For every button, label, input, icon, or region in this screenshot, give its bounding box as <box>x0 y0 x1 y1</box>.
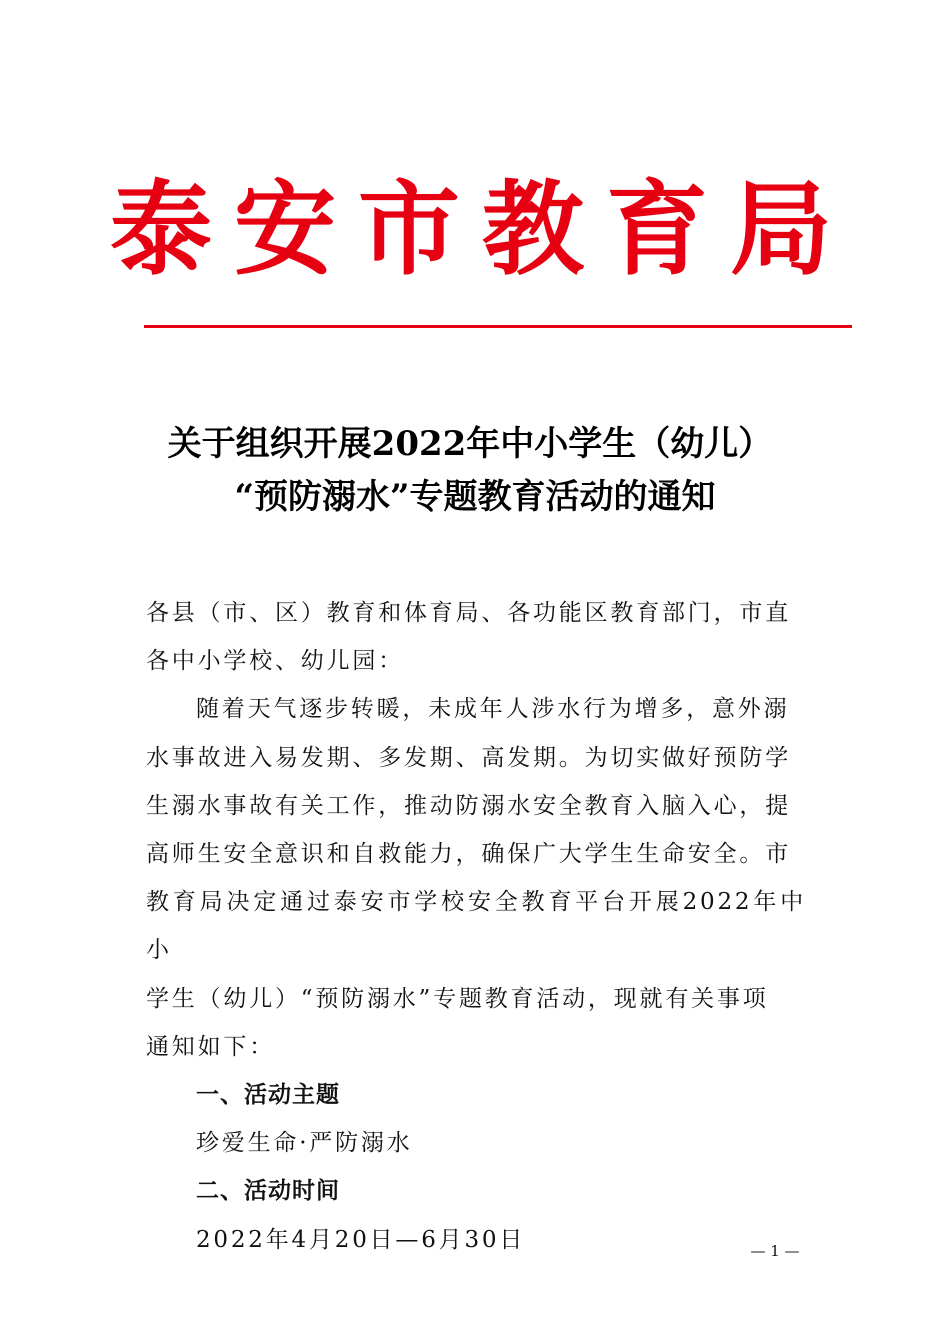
paragraph-line: 学生（幼儿）“预防溺水”专题教育活动，现就有关事项 <box>146 985 769 1012</box>
document-title-line-1: 关于组织开展2022年中小学生（幼儿） <box>167 424 773 464</box>
paragraph-line: 教育局决定通过泰安市学校安全教育平台开展2022年中小 <box>146 889 806 964</box>
paragraph-line: 水事故进入易发期、多发期、高发期。为切实做好预防学 <box>146 744 791 771</box>
salutation-line-2: 各中小学校、幼儿园： <box>146 648 404 675</box>
section-heading-time: 二、活动时间 <box>196 1178 340 1205</box>
paragraph-line: 随着天气逐步转暖，未成年人涉水行为增多，意外溺 <box>196 696 790 723</box>
paragraph-line: 高师生安全意识和自救能力，确保广大学生生命安全。市 <box>146 841 791 868</box>
paragraph-line: 生溺水事故有关工作，推动防溺水安全教育入脑入心，提 <box>146 792 791 819</box>
issuer-masthead: 泰安市教育局 <box>110 170 854 290</box>
red-divider-line <box>144 325 852 328</box>
page-number: — 1 — <box>750 1242 800 1260</box>
section-heading-theme: 一、活动主题 <box>196 1082 340 1109</box>
section-content-theme: 珍爱生命·严防溺水 <box>196 1130 413 1157</box>
document-title-line-2: “预防溺水”专题教育活动的通知 <box>234 477 716 517</box>
salutation-line-1: 各县（市、区）教育和体育局、各功能区教育部门，市直 <box>146 600 791 626</box>
paragraph-line: 通知如下： <box>146 1033 275 1060</box>
document-body <box>146 589 806 1264</box>
section-content-time: 2022年4月20日—6月30日 <box>196 1226 526 1253</box>
